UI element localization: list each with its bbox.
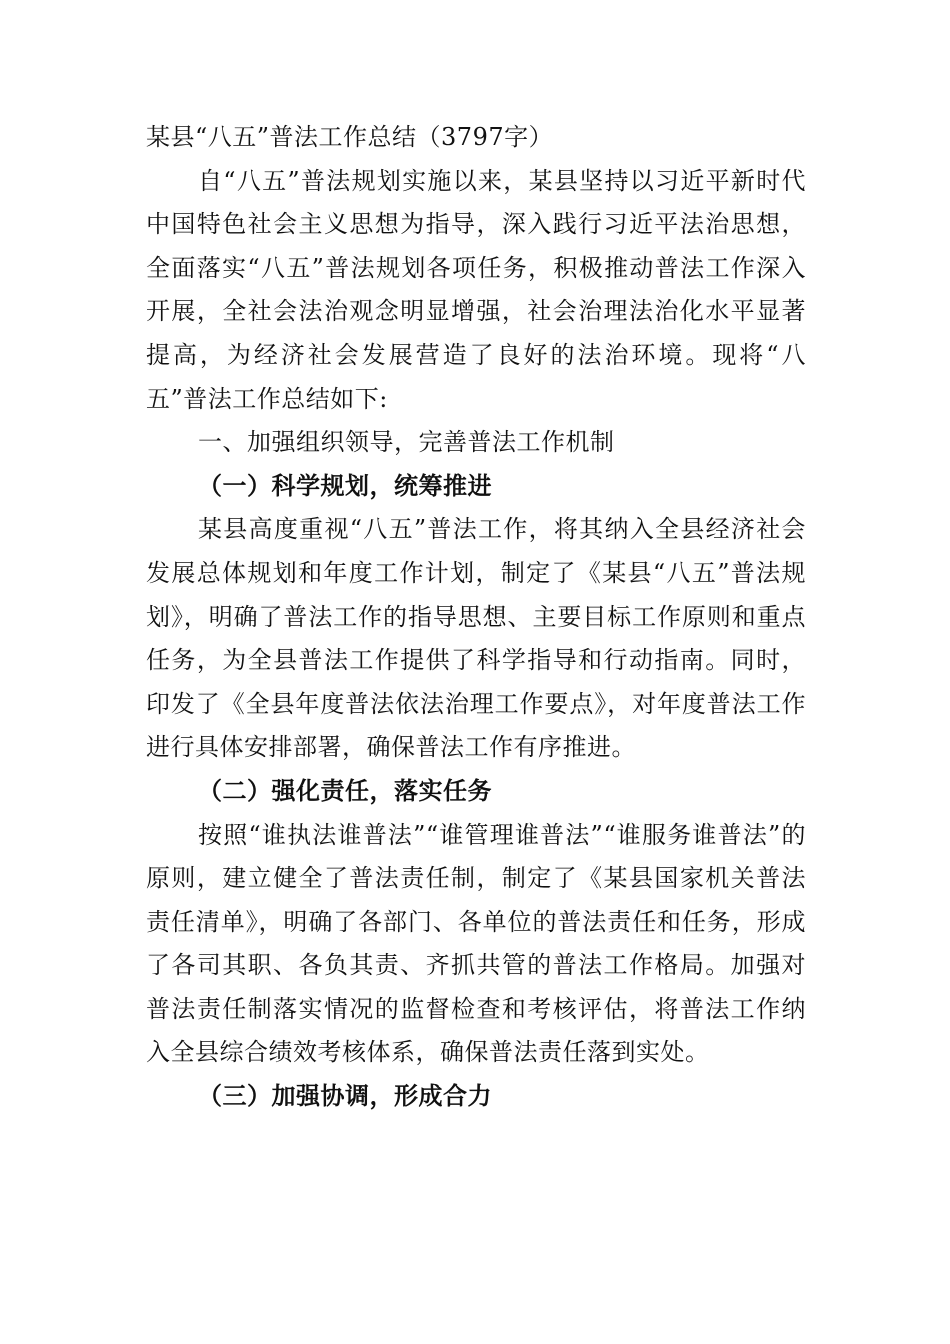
document-title: 某县“八五”普法工作总结（3797字） (146, 123, 554, 151)
intro-paragraph: 自“八五”普法规划实施以来，某县坚持以习近平新时代中国特色社会主义思想为指导，深入践行习近平法治思想，全面落实“八五”普法规划各项任务，积极推动普法工作深入开展，全社会法治观念明显增强，社会治理法治化水平显著提高，为经济社会发展营造了良好的法治环境。现将“八五”普法工作总结如下: (146, 166, 806, 413)
section-heading-1: 一、加强组织领导，完善普法工作机制 (198, 428, 615, 457)
subsection-body-1: 某县高度重视“八五”普法工作，将其纳入全县经济社会发展总体规划和年度工作计划，制定了《某县“八五”普法规划》，明确了普法工作的指导思想、主要目标工作原则和重点任务，为全县普法工作提供了科学指导和行动指南。同时，印发了《全县年度普法依法治理工作要点》，对年度普法工作进行具体安排部署，确保普法工作有序推进。 (146, 515, 806, 762)
subsection-heading-1: （一）科学规划，统筹推进 (198, 471, 492, 500)
subsection-heading-3: （三）加强协调，形成合力 (198, 1082, 492, 1111)
document-body (146, 116, 806, 1119)
subsection-body-2: 按照“谁执法谁普法”“谁管理谁普法”“谁服务谁普法”的原则，建立健全了普法责任制，制定了《某县国家机关普法责任清单》，明确了各部门、各单位的普法责任和任务，形成了各司其职、各负其责、齐抓共管的普法工作格局。加强对普法责任制落实情况的监督检查和考核评估，将普法工作纳入全县综合绩效考核体系，确保普法责任落到实处。 (146, 820, 806, 1067)
subsection-heading-2: （二）强化责任，落实任务 (198, 776, 492, 805)
